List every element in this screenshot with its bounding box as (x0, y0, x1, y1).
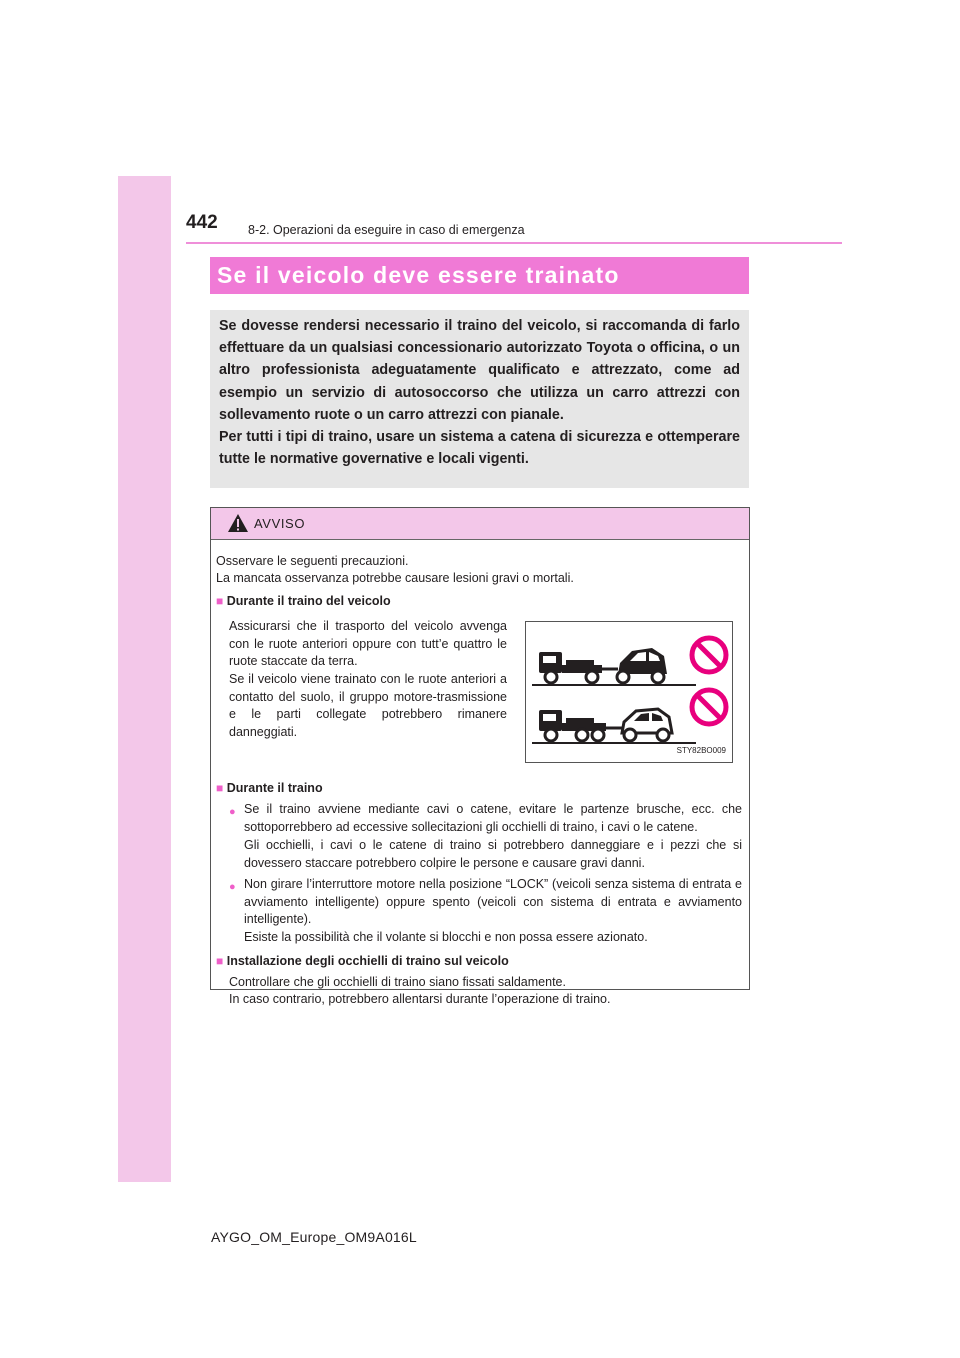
car-icon (622, 709, 672, 741)
eyelets-line-1: Controllare che gli occhielli di traino siano fissati saldamente. (229, 975, 566, 989)
towing-paragraph-a: Assicurarsi che il trasporto del veicolo avvenga con le ruote anteriori oppure con tutt’e quattro le ruote staccate da terra. (229, 619, 507, 668)
square-bullet-icon: ■ (216, 954, 224, 968)
warning-line-2: La mancata osservanza potrebbe causare lesioni gravi o mortali. (216, 571, 574, 585)
intro-text (219, 315, 740, 470)
bullet-2-text-b: Esiste la possibilità che il volante si blocchi e non possa essere azionato. (244, 930, 648, 944)
bullet-2-text-a: Non girare l’interruttore motore nella posizione “LOCK” (veicoli senza sistema di entrata e avviamento intelligente) oppure spento (veicoli con sistema di entrata e avviamento intelligente). (244, 877, 742, 926)
square-bullet-icon: ■ (216, 781, 224, 795)
warning-triangle-icon (227, 513, 249, 533)
header-rule (186, 242, 842, 244)
figure-code: STY82BO009 (676, 745, 726, 755)
bullet-dot-icon: ● (229, 806, 236, 818)
section-heading-tow-eyelets (216, 953, 509, 971)
tow-truck-icon (539, 652, 618, 683)
towing-illustration (525, 621, 733, 763)
eyelets-line-2: In caso contrario, potrebbero allentarsi durante l’operazione di traino. (229, 992, 611, 1006)
square-bullet-icon: ■ (216, 594, 224, 608)
warning-header (211, 508, 749, 540)
intro-paragraph-1: Se dovesse rendersi necessario il traino del veicolo, si raccomanda di farlo effettuare da un qualsiasi concessionario autorizzato Toyota o officina, o un altro professionista adeguatamente qualificato e attrezzato, come ad esempio un servizio di autosoccorso che utilizza un carro attrezzi con sollevamento ruote o un carro attrezzi con pianale. (219, 318, 740, 423)
intro-box (210, 310, 749, 488)
side-thumb-band (118, 176, 171, 1182)
tow-truck-icon (539, 710, 622, 741)
towing-paragraph-b: Se il veicolo viene trainato con le ruote anteriori a contatto del suolo, il gruppo motore-trasmissione e le parti collegate potrebbero rimanere danneggiati. (229, 672, 507, 739)
running-header: 8-2. Operazioni da eseguire in caso di emergenza (248, 223, 525, 237)
bullet-1-text-a: Se il traino avviene mediante cavi o catene, evitare le partenze brusche, ecc. che sottoporrebbero ad eccessive sollecitazioni gli occhielli di traino, i cavi o le catene. (244, 802, 742, 834)
section-heading-text: Durante il traino del veicolo (226, 594, 391, 608)
section-heading-text: Installazione degli occhielli di traino sul veicolo (226, 954, 509, 968)
warning-title: AVVISO (254, 516, 306, 531)
section-heading-during-towing (216, 780, 323, 798)
prohibited-icon (692, 638, 726, 672)
car-icon (617, 648, 667, 683)
warning-line-1: Osservare le seguenti precauzioni. (216, 554, 409, 568)
intro-paragraph-2: Per tutti i tipi di traino, usare un sistema a catena di sicurezza e ottemperare tutte le normative governative e locali vigenti. (219, 429, 740, 468)
section-title-bar (210, 257, 749, 294)
bullet-1-text-b: Gli occhielli, i cavi o le catene di traino si potrebbero danneggiare e i pezzi che si dovessero staccare potrebbero colpire le persone e causare gravi danni. (244, 838, 742, 870)
prohibited-icon (692, 690, 726, 724)
section-heading-towing-vehicle (216, 593, 391, 611)
page-number: 442 (186, 212, 218, 233)
footer-doc-code: AYGO_OM_Europe_OM9A016L (211, 1229, 417, 1245)
bullet-dot-icon: ● (229, 881, 236, 893)
warning-box (210, 507, 750, 1006)
section-heading-text: Durante il traino (226, 781, 323, 795)
section-title: Se il veicolo deve essere trainato (217, 262, 620, 288)
